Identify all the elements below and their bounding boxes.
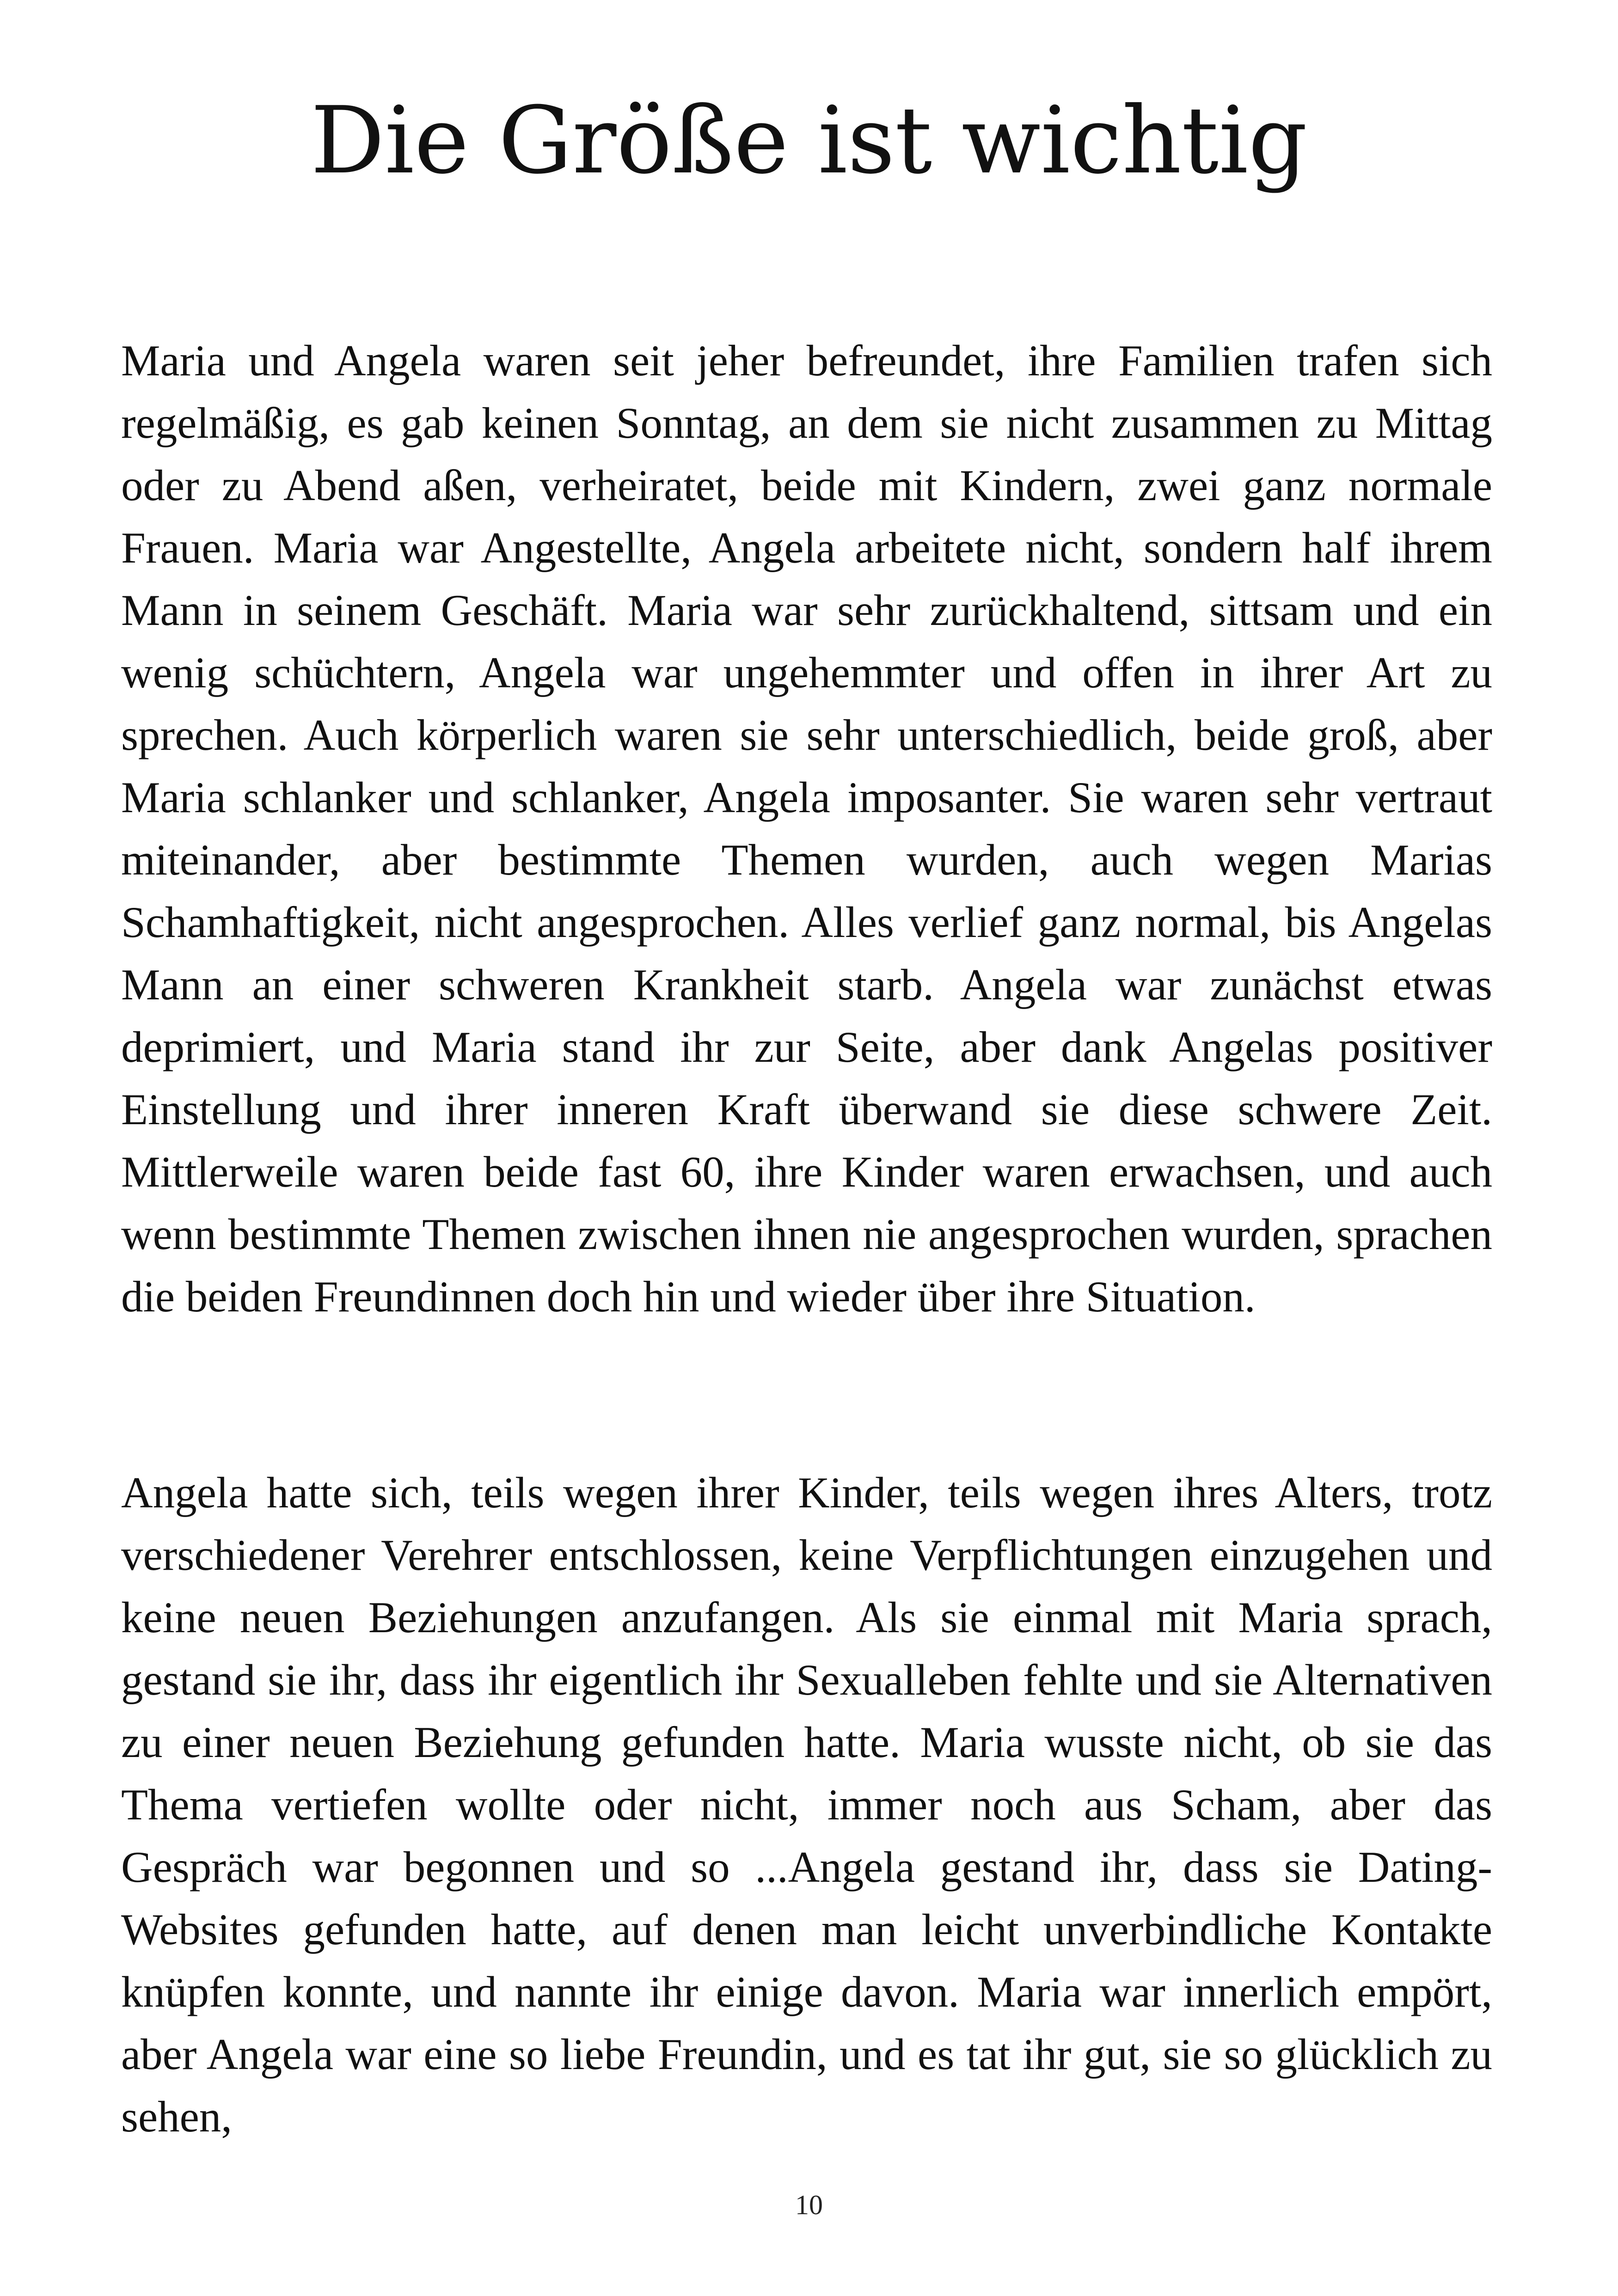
page-number: 10 (795, 2190, 823, 2220)
paragraph-2: Angela hatte sich, teils wegen ihrer Kinder, teils wegen ihres Alters, trotz verschiedener Verehrer entschlossen, keine Verpflichtungen einzugehen und keine neuen Beziehungen anzufangen. Als sie einmal mit Maria sprach, gestand sie ihr, dass ihr eigentlich ihr Sexualleben fehlte und sie Alternativen zu einer neuen Beziehung gefunden hatte. Maria wusste nicht, ob sie das Thema vertiefen wollte oder nicht, immer noch aus Scham, aber das Gespräch war begonnen und so ...Angela gestand ihr, dass sie Dating-Websites gefunden hatte, auf denen man leicht unverbindliche Kontakte knüpfen konnte, und nannte ihr einige davon. Maria war innerlich empört, aber Angela war eine so liebe Freundin, und es tat ihr gut, sie so glücklich zu sehen, (121, 1468, 1492, 2141)
page-title: Die Größe ist wichtig (310, 87, 1308, 195)
paragraph-1: Maria und Angela waren seit jeher befreundet, ihre Familien trafen sich regelmäßig, es gab keinen Sonntag, an dem sie nicht zusammen zu Mittag oder zu Abend aßen, verheiratet, beide mit Kindern, zwei ganz normale Frauen. Maria war Angestellte, Angela arbeitete nicht, sondern half ihrem Mann in seinem Geschäft. Maria war sehr zurückhaltend, sittsam und ein wenig schüchtern, Angela war ungehemmter und offen in ihrer Art zu sprechen. Auch körperlich waren sie sehr unterschiedlich, beide groß, aber Maria schlanker und schlanker, Angela imposanter. Sie waren sehr vertraut miteinander, aber bestimmte Themen wurden, auch wegen Marias Schamhaftigkeit, nicht angesprochen. Alles verlief ganz normal, bis Angelas Mann an einer schweren Krankheit starb. Angela war zunächst etwas deprimiert, und Maria stand ihr zur Seite, aber dank Angelas positiver Einstellung und ihrer inneren Kraft überwand sie diese schwere Zeit. Mittlerweile waren beide fast 60, ihre Kinder waren erwachsen, und auch wenn bestimmte Themen zwischen ihnen nie angesprochen wurden, sprachen die beiden Freundinnen doch hin und wieder über ihre Situation. (121, 336, 1492, 1321)
